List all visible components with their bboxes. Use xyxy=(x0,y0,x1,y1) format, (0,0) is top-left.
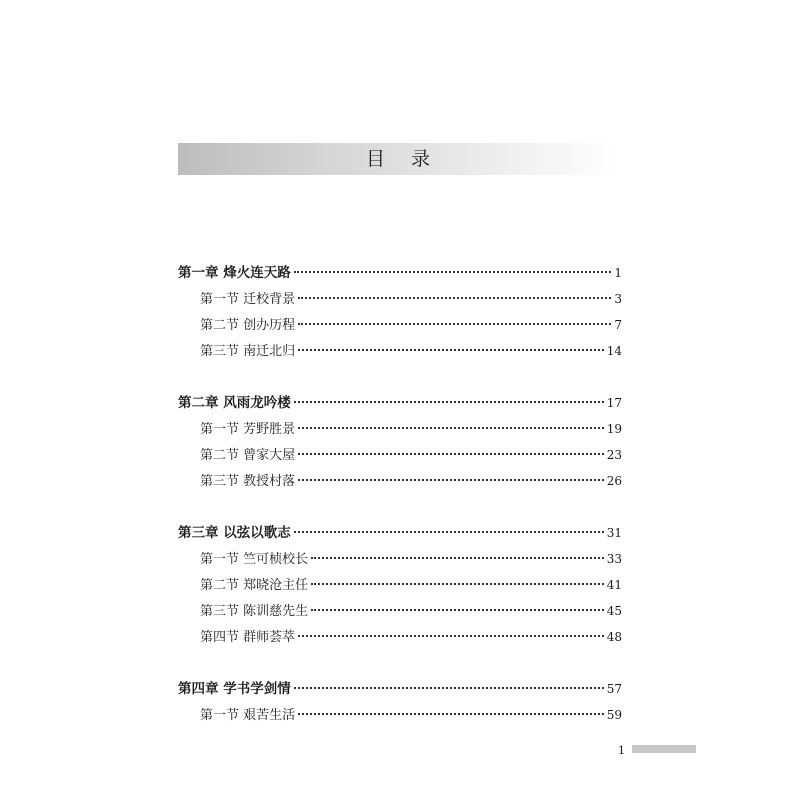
dot-leader xyxy=(298,452,604,455)
dot-leader xyxy=(311,582,604,585)
toc-section-1-2[interactable] xyxy=(178,315,622,335)
toc-page-number: 31 xyxy=(606,526,622,540)
toc-page-number: 48 xyxy=(606,630,622,644)
toc-page-number: 59 xyxy=(606,708,622,722)
dot-leader xyxy=(298,296,611,299)
toc-chapter-4[interactable] xyxy=(178,679,622,699)
toc-section-1-1[interactable] xyxy=(178,289,622,309)
toc-page-number: 1 xyxy=(614,266,622,280)
toc-chapter-3[interactable] xyxy=(178,523,622,543)
toc-label: 第四节 群师荟萃 xyxy=(200,630,296,645)
toc-section-3-3[interactable] xyxy=(178,601,622,621)
toc-page-number: 19 xyxy=(606,422,622,436)
toc-label: 第二章 风雨龙吟楼 xyxy=(178,395,291,411)
toc-page-number: 23 xyxy=(606,448,622,462)
dot-leader xyxy=(311,556,604,559)
toc-label: 第四章 学书学剑情 xyxy=(178,681,291,697)
toc-label: 第二节 曾家大屋 xyxy=(200,448,296,463)
title-banner xyxy=(178,143,618,175)
toc-section-3-4[interactable] xyxy=(178,627,622,647)
toc-page-number: 7 xyxy=(614,318,622,332)
dot-leader xyxy=(298,712,604,715)
toc-page-number: 41 xyxy=(606,578,622,592)
toc-label: 第二节 创办历程 xyxy=(200,318,296,333)
toc-section-3-1[interactable] xyxy=(178,549,622,569)
toc-section-4-1[interactable] xyxy=(178,705,622,725)
toc-section-3-2[interactable] xyxy=(178,575,622,595)
dot-leader xyxy=(311,608,604,611)
dot-leader xyxy=(298,426,604,429)
dot-leader xyxy=(294,530,604,533)
toc-label: 第一节 芳野胜景 xyxy=(200,422,296,437)
toc-page-number: 33 xyxy=(606,552,622,566)
toc-page-number: 45 xyxy=(606,604,622,618)
toc-label: 第三章 以弦以歌志 xyxy=(178,525,291,541)
toc-section-2-2[interactable] xyxy=(178,445,622,465)
toc-label: 第一节 艰苦生活 xyxy=(200,708,296,723)
toc-chapter-1[interactable] xyxy=(178,263,622,283)
toc-label: 第一节 竺可桢校长 xyxy=(200,552,309,567)
toc-label: 第三节 南迁北归 xyxy=(200,344,296,359)
dot-leader xyxy=(298,478,604,481)
toc-label: 第一节 迁校背景 xyxy=(200,292,296,307)
footer-page-number: 1 xyxy=(618,744,625,757)
toc-page-number: 57 xyxy=(606,682,622,696)
toc-section-1-3[interactable] xyxy=(178,341,622,361)
toc-page-number: 17 xyxy=(606,396,622,410)
toc-page-number: 26 xyxy=(606,474,622,488)
dot-leader xyxy=(298,322,611,325)
page-title: 目 录 xyxy=(365,148,441,170)
toc-section-2-3[interactable] xyxy=(178,471,622,491)
dot-leader xyxy=(298,348,604,351)
dot-leader xyxy=(294,400,604,403)
dot-leader xyxy=(294,270,612,273)
toc-label: 第三节 陈训慈先生 xyxy=(200,604,309,619)
toc-page-number: 3 xyxy=(614,292,622,306)
toc-section-2-1[interactable] xyxy=(178,419,622,439)
toc-label: 第三节 教授村落 xyxy=(200,474,296,489)
toc-label: 第一章 烽火连天路 xyxy=(178,265,291,281)
toc-chapter-2[interactable] xyxy=(178,393,622,413)
dot-leader xyxy=(298,634,604,637)
toc-label: 第二节 郑晓沧主任 xyxy=(200,578,309,593)
dot-leader xyxy=(294,686,604,689)
toc-page-number: 14 xyxy=(606,344,622,358)
footer-decoration-bar xyxy=(632,745,696,753)
